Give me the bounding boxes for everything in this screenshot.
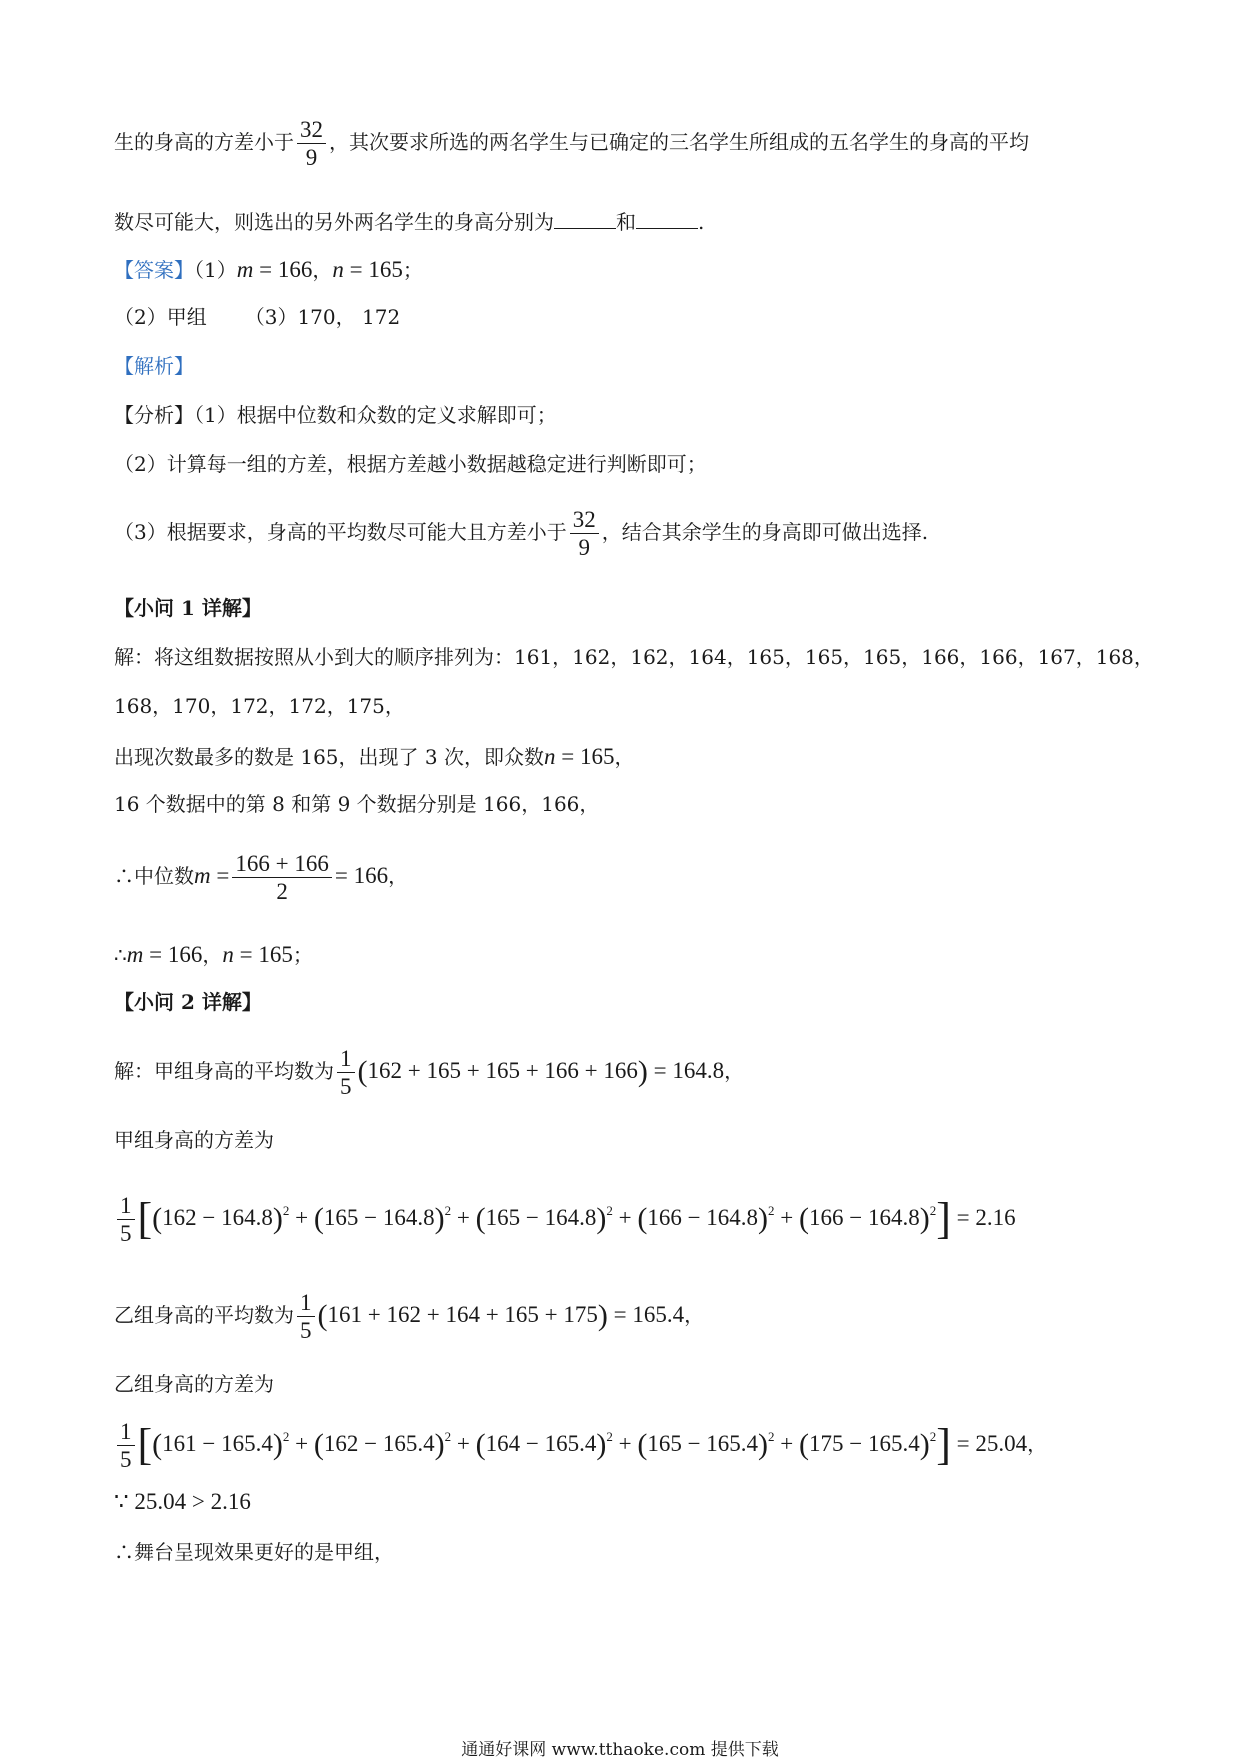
fraction: $\frac{166 + 166}{2}$ [232, 852, 331, 903]
fraction: $\frac{32}{9}$ [297, 118, 326, 169]
yi-mean: 乙组身高的平均数为 $\frac{1}{5}$ (161 + 162 + 164 + 165 + 175) = 165.4， [114, 1290, 705, 1343]
part1-line-4: 16 个数据中的第 8 和第 9 个数据分别是 166，166， [114, 792, 600, 816]
jia-var-formula: $\frac{1}{5}$ $[(162 - 164.8)^2 + (165 - 164.8)^2 + (165 - 164.8)^2 + (166 - 164.8)^2 + (166 - 164.8)^2] = 2.16$ [114, 1194, 1016, 1245]
part1-line-3: 出现次数最多的数是 165，出现了 3 次，即众数n = 165， [114, 744, 635, 769]
blank-1 [554, 210, 616, 229]
q3-line-2: 数尽可能大，则选出的另外两名学生的身高分别为 和 . [114, 210, 705, 234]
yi-var-formula: $\frac{1}{5}$ $[(161 - 165.4)^2 + (162 - 165.4)^2 + (164 - 165.4)^2 + (165 - 165.4)^2 + (175 - 165.4)^2] = 25.04$， [114, 1420, 1047, 1471]
jia-var-label: 甲组身高的方差为 [114, 1128, 274, 1152]
q3-line-1 [114, 118, 1029, 169]
q3-text: 生的身高的方差小于 [114, 130, 294, 154]
fraction: $\frac{1}{5}$ [297, 1291, 315, 1342]
part1-line-5: ∴中位数m = $\frac{166 + 166}{2}$ = 166， [114, 851, 409, 904]
analysis-line-3: （3）根据要求，身高的平均数尽可能大且方差小于 $\frac{32}{9}$ ，结合其余学生的身高即可做出选择. [114, 507, 929, 560]
answer-line-2: （2）甲组 （3）170， 172 [114, 305, 401, 329]
because-line: ∵ 25.04 > 2.16 [114, 1489, 251, 1514]
conclusion-line: ∴舞台呈现效果更好的是甲组， [114, 1540, 394, 1564]
fraction: $\frac{32}{9}$ [570, 508, 599, 559]
answer-line-1: 【答案】（1）m = 166，n = 165； [114, 257, 423, 282]
fraction: $\frac{1}{5}$ [117, 1420, 135, 1471]
part1-line-1: 解：将这组数据按照从小到大的顺序排列为：161，162，162，164，165，165，165，166，166，167，168， [114, 645, 1154, 669]
analysis-line-1: 【分析】（1）根据中位数和众数的定义求解即可； [114, 403, 557, 427]
part1-line-2: 168，170，172，172，175， [114, 694, 405, 718]
analysis-line-2: （2）计算每一组的方差，根据方差越小数据越稳定进行判断即可； [114, 452, 707, 476]
part2-title: 【小问 2 详解】 [114, 990, 262, 1014]
part1-line-6: ∴m = 166，n = 165； [114, 942, 313, 967]
fraction: $\frac{1}{5}$ [337, 1047, 355, 1098]
q3-text: ，其次要求所选的两名学生与已确定的三名学生所组成的五名学生的身高的平均 [329, 130, 1029, 154]
answer-tag: 【答案】 [114, 258, 194, 282]
fraction: $\frac{1}{5}$ [117, 1194, 135, 1245]
analysis-tag: 【解析】 [114, 354, 194, 378]
part1-title: 【小问 1 详解】 [114, 596, 262, 620]
footer-watermark: 通通好课网 www.tthaoke.com 提供下载 [461, 1740, 779, 1760]
jia-mean: 解：甲组身高的平均数为 $\frac{1}{5}$ (162 + 165 + 165 + 166 + 166) = 164.8， [114, 1046, 745, 1099]
yi-var-label: 乙组身高的方差为 [114, 1372, 274, 1396]
blank-2 [636, 210, 698, 229]
